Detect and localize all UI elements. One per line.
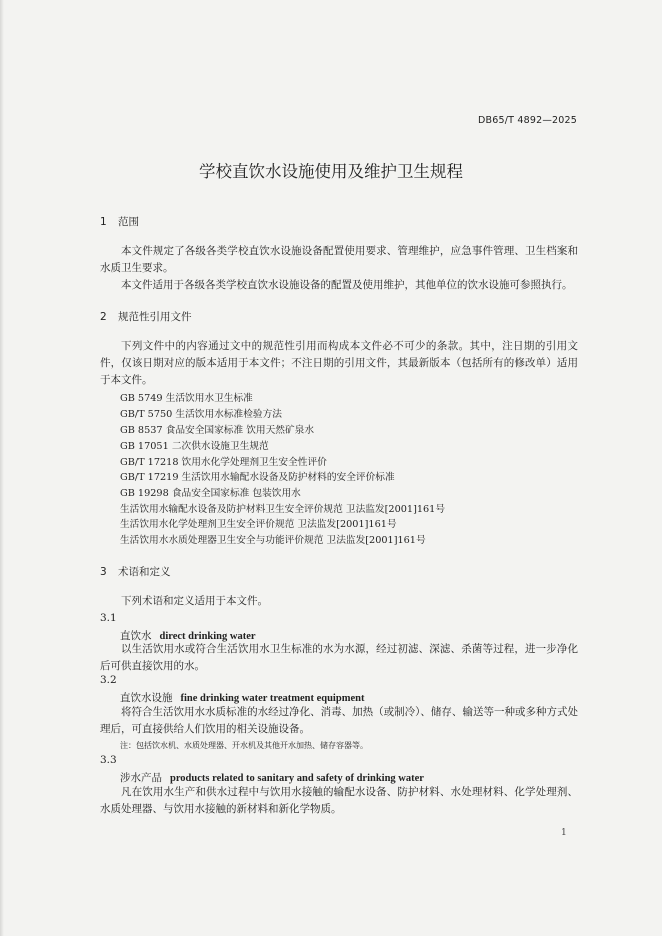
term-definition: 将符合生活饮用水水质标准的水经过净化、消毒、加热（或制冷）、储存、输送等一种或多种方式处理后，可直接供给人们饮用的相关设施设备。 bbox=[100, 706, 578, 735]
section-heading-1 bbox=[100, 214, 139, 229]
term-en: direct drinking water bbox=[159, 631, 256, 642]
term-zh: 直饮水 bbox=[120, 630, 152, 642]
section-heading-2 bbox=[100, 309, 192, 324]
reference-item: GB 17051 二次供水设施卫生规范 bbox=[120, 441, 269, 452]
reference-item: GB/T 17218 饮用水化学处理剂卫生安全性评价 bbox=[120, 457, 327, 468]
section-number: 2 bbox=[100, 311, 107, 323]
section-heading-3 bbox=[100, 564, 171, 579]
term-zh: 涉水产品 bbox=[120, 772, 162, 784]
term-heading bbox=[120, 690, 364, 705]
section-title: 规范性引用文件 bbox=[118, 311, 192, 323]
reference-item: 生活饮用水化学处理剂卫生安全评价规范 卫法监发[2001]161号 bbox=[120, 519, 397, 530]
section-number: 1 bbox=[100, 216, 107, 228]
section-title: 范围 bbox=[118, 216, 139, 228]
term-zh: 直饮水设施 bbox=[120, 692, 173, 704]
normative-intro: 下列文件中的内容通过文中的规范性引用而构成本文件必不可少的条款。其中，注日期的引用文件，仅该日期对应的版本适用于本文件；不注日期的引用文件，其最新版本（包括所有的修改单）适用于本文件。 bbox=[100, 340, 578, 386]
page-title: 学校直饮水设施使用及维护卫生规程 bbox=[199, 162, 463, 181]
doc-code: DB65/T 4892—2025 bbox=[478, 115, 577, 126]
term-en: products related to sanitary and safety of drinking water bbox=[170, 773, 424, 784]
term-note: 注：包括饮水机、水质处理器、开水机及其他开水加热、储存容器等。 bbox=[120, 741, 368, 750]
term-heading bbox=[120, 770, 424, 785]
reference-item: 生活饮用水输配水设备及防护材料卫生安全评价规范 卫法监发[2001]161号 bbox=[120, 504, 446, 515]
section-title: 术语和定义 bbox=[118, 566, 171, 578]
reference-item: 生活饮用水水质处理器卫生安全与功能评价规范 卫法监发[2001]161号 bbox=[120, 535, 426, 546]
term-number: 3.3 bbox=[100, 754, 117, 766]
reference-item: GB 8537 食品安全国家标准 饮用天然矿泉水 bbox=[120, 425, 315, 436]
reference-item: GB 5749 生活饮用水卫生标准 bbox=[120, 393, 253, 404]
term-definition: 以生活饮用水或符合生活饮用水卫生标准的水为水源，经过初滤、深滤、杀菌等过程，进一步净化后可供直接饮用的水。 bbox=[100, 643, 578, 672]
page-number: 1 bbox=[561, 828, 567, 838]
scope-paragraph-1: 本文件规定了各级各类学校直饮水设施设备配置使用要求、管理维护，应急事件管理、卫生档案和水质卫生要求。 bbox=[100, 245, 578, 274]
terms-intro: 下列术语和定义适用于本文件。 bbox=[121, 595, 268, 607]
scan-edge-shadow bbox=[0, 0, 4, 936]
section-number: 3 bbox=[100, 566, 107, 578]
term-definition: 凡在饮用水生产和供水过程中与饮用水接触的输配水设备、防护材料、水处理材料、化学处理剂、水质处理器、与饮用水接触的新材料和新化学物质。 bbox=[100, 786, 578, 815]
term-en: fine drinking water treatment equipment bbox=[180, 693, 365, 704]
term-number: 3.1 bbox=[100, 612, 117, 624]
term-number: 3.2 bbox=[100, 674, 117, 686]
reference-item: GB/T 17219 生活饮用水输配水设备及防护材料的安全评价标准 bbox=[120, 472, 395, 483]
reference-item: GB/T 5750 生活饮用水标准检验方法 bbox=[120, 409, 282, 420]
scope-paragraph-2: 本文件适用于各级各类学校直饮水设施设备的配置及使用维护，其他单位的饮水设施可参照执行。 bbox=[121, 279, 573, 291]
reference-item: GB 19298 食品安全国家标准 包装饮用水 bbox=[120, 488, 301, 499]
